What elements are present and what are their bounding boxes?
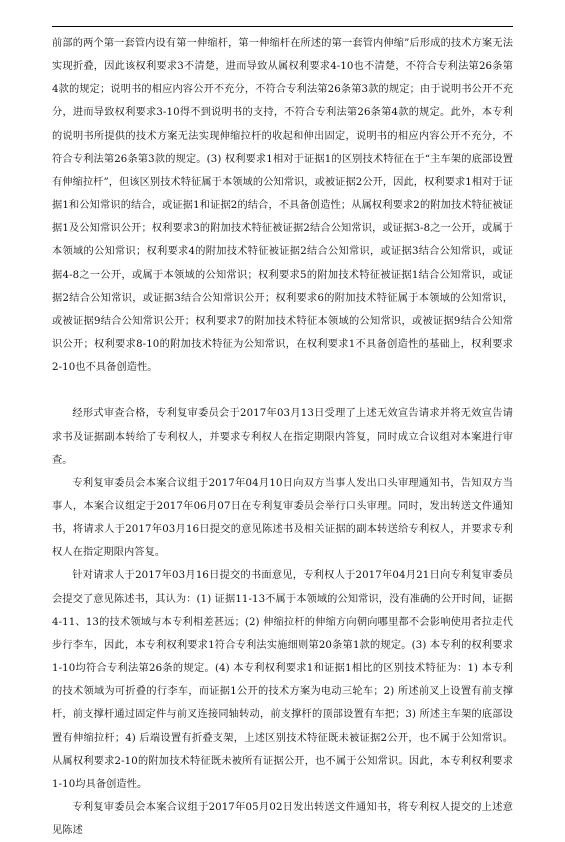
paragraph-continued: 前部的两个第一套管内设有第一伸缩杆，第一伸缩杆在所述的第一套管内伸缩”后形成的技术方案无法实现折叠，因此该权利要求3不清楚，进而导致从属权利要求4-10也不清楚，不符合专利法第26条第4款的规定；说明书的相应内容公开不充分，不符合专利法第26条第3款的规定；由于说明书公开不充分，进而导致权利要求3-10得不到说明书的支持，不符合专利法第26条第4款的规定。此外，本专利的说明书所提供的技术方案无法实现伸缩拉杆的收起和伸出固定，说明书的相应内容公开不充分，不符合专利法第26条第3款的规定。(3) 权利要求1相对于证据1的区别技术特征在于“主车架的底部设置有伸缩拉杆”，但该区别技术特征属于本领域的公知常识，或被证据2公开，因此，权利要求1相对于证据1和公知常识的结合，或证据1和证据2的结合，不具备创造性；从属权利要求2的附加技术特征被证据1及公知常识公开；权利要求3的附加技术特征被证据2结合公知常识，或证据3-8之一公开，或属于本领域的公知常识；权利要求4的附加技术特征被证据2结合公知常识，或证据3结合公知常识，或证据4-8之一公开，或属于本领域的公知常识；权利要求5的附加技术特征被证据1结合公知常识，或证据2结合公知常识，或证据3结合公知常识公开；权利要求6的附加技术特征属于本领域的公知常识，或被证据9结合公知常识公开；权利要求7的附加技术特征本领域的公知常识，或被证据9结合公知常识公开；权利要求8-10的附加技术特征为公知常识，在权利要求1不具备创造性的基础上，权利要求2-10也不具备创造性。 xyxy=(52,38,513,374)
header-rule xyxy=(52,26,513,27)
document-body xyxy=(52,32,513,842)
paragraph-gap xyxy=(52,379,513,402)
paragraph-patentee-response: 针对请求人于2017年03月16日提交的书面意见，专利权人于2017年04月21日向专利复审委员会提交了意见陈述书，其认为：(1) 证据11-13不属于本领域的公知常识，没有准确的公开时间，证据4-11、13的技术领域与本专利相差甚远；(2) 伸缩拉杆的伸缩方向朝向哪里都不会影响使用者拉走代步行李车，因此，本专利权利要求1符合专利法实施细则第20条第1款的规定。(3) 本专利的权利要求1-10均符合专利法第26条的规定。(4) 本专利权利要求1和证据1相比的区别技术特征为：1) 本专利的技术领域为可折叠的行李车，而证据1公开的技术方案为电动三轮车；2) 所述前叉上设置有前支撑杆，前支撑杆通过固定件与前叉连接同轴转动，前支撑杆的顶部设置有车把；3) 所述主车架的底部设置有伸缩拉杆；4) 后端设置有折叠支架，上述区别技术特征既未被证据2公开，也不属于公知常识。从属权利要求2-10的附加技术特征既未被所有证据公开，也不属于公知常识。因此，本专利权利要求1-10均具备创造性。 xyxy=(52,570,514,790)
paragraph-oral-hearing-notice: 专利复审委员会本案合议组于2017年04月10日向双方当事人发出口头审理通知书，告知双方当事人，本案合议组定于2017年06月07日在专利复审委员会举行口头审理。同时，发出转送文件通知书，将请求人于2017年03月16日提交的意见陈述书及相关证据的副本转送给专利权人，并要求专利权人在指定期限内答复。 xyxy=(52,477,513,559)
paragraph-transfer-notice: 专利复审委员会本案合议组于2017年05月02日发出转送文件通知书，将专利权人提交的上述意见陈述 xyxy=(52,802,513,837)
paragraph-formal-review: 经形式审查合格，专利复审委员会于2017年03月13日受理了上述无效宣告请求并将无效宣告请求书及证据副本转给了专利权人，并要求专利权人在指定期限内答复，同时成立合议组对本案进行审查。 xyxy=(52,408,513,466)
